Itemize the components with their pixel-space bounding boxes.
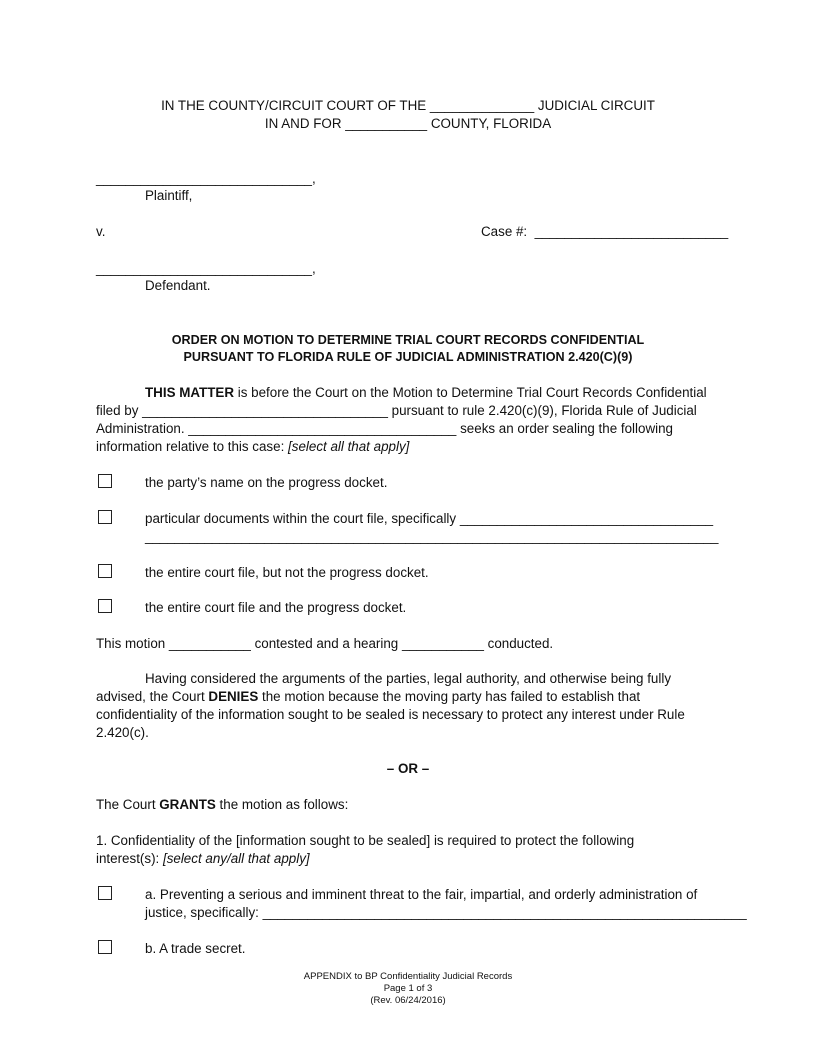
denies-bold: DENIES xyxy=(208,689,259,704)
denial-line-2-post: the motion because the moving party has failed to establish that xyxy=(258,689,641,704)
denial-line-1: Having considered the arguments of the parties, legal authority, and otherwise being fully xyxy=(145,671,672,686)
checkbox-entire-file-and-docket[interactable] xyxy=(98,599,112,613)
or-separator: – OR – xyxy=(386,761,430,776)
grants-bold: GRANTS xyxy=(159,797,216,812)
checkbox-interest-b[interactable] xyxy=(98,940,112,954)
case-number-blank: __________________________ xyxy=(534,224,729,239)
interest-a-line-1: a. Preventing a serious and imminent threat to the fair, impartial, and orderly administration of xyxy=(145,887,698,902)
intro-line-1-rest: is before the Court on the Motion to Determine Trial Court Records Confidential xyxy=(234,385,707,400)
order-title-line-2: PURSUANT TO FLORIDA RULE OF JUDICIAL ADMINISTRATION 2.420(C)(9) xyxy=(183,350,633,364)
footer-appendix: APPENDIX to BP Confidentiality Judicial Records xyxy=(303,971,513,982)
case-number-field xyxy=(481,223,728,241)
grants-pre: The Court xyxy=(96,797,160,812)
versus-label: v. xyxy=(96,224,106,239)
footer-revision: (Rev. 06/24/2016) xyxy=(370,995,446,1006)
option-party-name: the party’s name on the progress docket. xyxy=(145,475,388,490)
grants-post: the motion as follows: xyxy=(215,797,349,812)
intro-select-instruction: [select all that apply] xyxy=(288,439,410,454)
denial-line-2 xyxy=(96,688,640,706)
intro-line-3: Administration. ____________________________________ seeks an order sealing the following xyxy=(96,421,673,436)
footer-page-number: Page 1 of 3 xyxy=(383,983,433,994)
intro-line-2: filed by _________________________________ pursuant to rule 2.420(c)(9), Florida Rule of Judicial xyxy=(96,403,697,418)
intro-bold-lead: THIS MATTER xyxy=(145,385,235,400)
case-number-label: Case #: xyxy=(481,224,528,239)
item-1-line-2-text: interest(s): xyxy=(96,851,163,866)
motion-status-line: This motion ___________ contested and a hearing ___________ conducted. xyxy=(96,636,554,651)
intro-line-4 xyxy=(96,438,409,456)
checkbox-entire-file-not-docket[interactable] xyxy=(98,564,112,578)
option-entire-file-not-docket: the entire court file, but not the progress docket. xyxy=(145,565,429,580)
option-entire-file-and-docket: the entire court file and the progress docket. xyxy=(145,600,407,615)
option-particular-documents: particular documents within the court file, specifically __________________________________ xyxy=(145,511,714,526)
item-1-line-1: 1. Confidentiality of the [information sought to be sealed] is required to protect the following xyxy=(96,833,635,848)
item-1-select-instruction: [select any/all that apply] xyxy=(162,851,310,866)
plaintiff-blank: _____________________________, xyxy=(96,171,316,186)
checkbox-party-name[interactable] xyxy=(98,474,112,488)
checkbox-particular-documents[interactable] xyxy=(98,510,112,524)
interest-b-line-1: b. A trade secret. xyxy=(145,941,246,956)
intro-line-4-text: information relative to this case: xyxy=(96,439,289,454)
denial-line-4: 2.420(c). xyxy=(96,725,149,740)
intro-line-1 xyxy=(145,384,707,402)
defendant-label: Defendant. xyxy=(145,278,211,293)
option-particular-documents-continuation: _____________________________________________________________________________ xyxy=(145,529,719,544)
plaintiff-label: Plaintiff, xyxy=(145,188,193,203)
defendant-blank: _____________________________, xyxy=(96,261,316,276)
grants-line xyxy=(96,796,348,814)
denial-line-2-pre: advised, the Court xyxy=(96,689,209,704)
denial-line-3: confidentiality of the information sought to be sealed is necessary to protect any interest under Rule xyxy=(96,707,685,722)
interest-a-line-2: justice, specifically: _________________________________________________________________ xyxy=(145,905,747,920)
order-title-line-1: ORDER ON MOTION TO DETERMINE TRIAL COURT RECORDS CONFIDENTIAL xyxy=(171,333,645,347)
item-1-line-2 xyxy=(96,850,310,868)
court-header-line-1: IN THE COUNTY/CIRCUIT COURT OF THE ______________ JUDICIAL CIRCUIT xyxy=(161,98,655,113)
court-header-line-2: IN AND FOR ___________ COUNTY, FLORIDA xyxy=(264,116,552,131)
checkbox-interest-a[interactable] xyxy=(98,886,112,900)
